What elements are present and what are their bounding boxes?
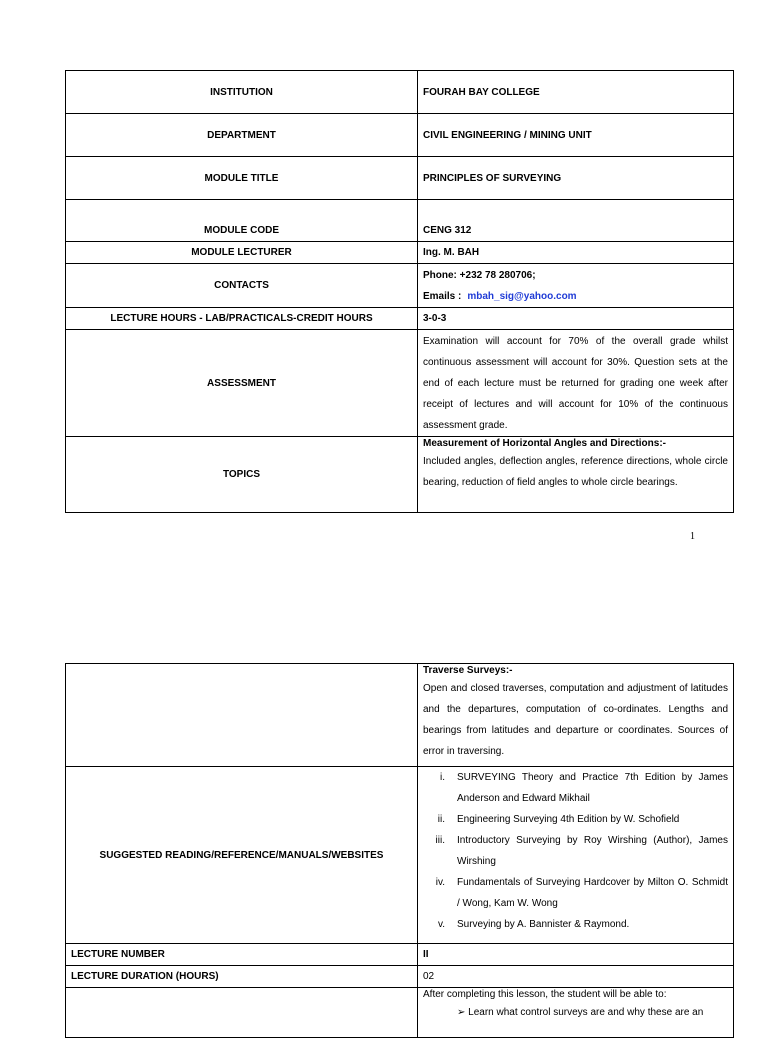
module-info-table — [65, 70, 734, 513]
lecture-duration-label: LECTURE DURATION (HOURS) — [66, 966, 418, 988]
institution-label: INSTITUTION — [66, 71, 418, 114]
phone-text: Phone: +232 78 280706; — [423, 269, 536, 281]
traverse-heading: Traverse Surveys:- — [423, 665, 513, 676]
assessment-label: ASSESSMENT — [66, 330, 418, 437]
hours-label: LECTURE HOURS - LAB/PRACTICALS-CREDIT HOURS — [66, 308, 418, 330]
arrow-bullet-icon: ➢ — [457, 1007, 469, 1018]
contacts-value — [418, 264, 734, 308]
topics-heading: Measurement of Horizontal Angles and Directions:- — [423, 438, 666, 449]
department-label: DEPARTMENT — [66, 114, 418, 157]
module-details-table — [65, 663, 734, 1038]
page-number: 1 — [690, 531, 695, 542]
traverse-label-cell — [66, 664, 418, 767]
reading-list-cell — [418, 767, 734, 944]
hours-value: 3-0-3 — [418, 308, 734, 330]
reading-item: iv. Fundamentals of Surveying Hardcover by Milton O. Schmidt / Wong, Kam W. Wong — [435, 877, 728, 909]
reading-list — [423, 767, 728, 935]
lecture-number-label: LECTURE NUMBER — [66, 944, 418, 966]
topics-body: Included angles, deflection angles, reference directions, whole circle bearing, reduction of field angles to whole circle bearings. — [423, 456, 728, 488]
traverse-body: Open and closed traverses, computation and adjustment of latitudes and the departures, computation of co-ordinates. Lengths and bearings from latitudes and departure or coordinates. Sources of error in traversing. — [423, 683, 728, 757]
traverse-value — [418, 664, 734, 767]
email-link[interactable]: mbah_sig@yahoo.com — [467, 290, 577, 302]
objectives-intro: After completing this lesson, the student will be able to: — [423, 989, 667, 1000]
objectives-cell — [418, 988, 734, 1038]
institution-value: FOURAH BAY COLLEGE — [418, 71, 734, 114]
objective-item: ➢ Learn what control surveys are and why these are an — [457, 1007, 704, 1018]
module-title-label: MODULE TITLE — [66, 157, 418, 200]
reading-item: iii. Introductory Surveying by Roy Wirshing (Author), James Wirshing — [435, 835, 728, 867]
lecturer-label: MODULE LECTURER — [66, 242, 418, 264]
reading-label: SUGGESTED READING/REFERENCE/MANUALS/WEBSITES — [66, 767, 418, 944]
reading-item: ii. Engineering Surveying 4th Edition by W. Schofield — [437, 814, 680, 825]
reading-item: i. SURVEYING Theory and Practice 7th Edition by James Anderson and Edward Mikhail — [440, 772, 728, 804]
module-code-value: CENG 312 — [418, 200, 734, 242]
assessment-value: Examination will account for 70% of the overall grade whilst continuous assessment will account for 30%. Question sets at the end of each lecture must be returned for grading one week after receipt of lectures and will account for 10% of the continuous assessment grade. — [418, 330, 734, 437]
emails-line — [423, 286, 728, 307]
lecture-number-value: II — [418, 944, 734, 966]
emails-label: Emails : — [423, 290, 462, 302]
module-code-label: MODULE CODE — [66, 200, 418, 242]
topics-label: TOPICS — [66, 437, 418, 513]
module-title-value: PRINCIPLES OF SURVEYING — [418, 157, 734, 200]
department-value: CIVIL ENGINEERING / MINING UNIT — [418, 114, 734, 157]
contacts-label: CONTACTS — [66, 264, 418, 308]
reading-item: v. Surveying by A. Bannister & Raymond. — [437, 919, 630, 930]
lecture-duration-value: 02 — [418, 966, 734, 988]
topics-value — [418, 437, 734, 513]
lecturer-value: Ing. M. BAH — [418, 242, 734, 264]
objectives-label-cell — [66, 988, 418, 1038]
